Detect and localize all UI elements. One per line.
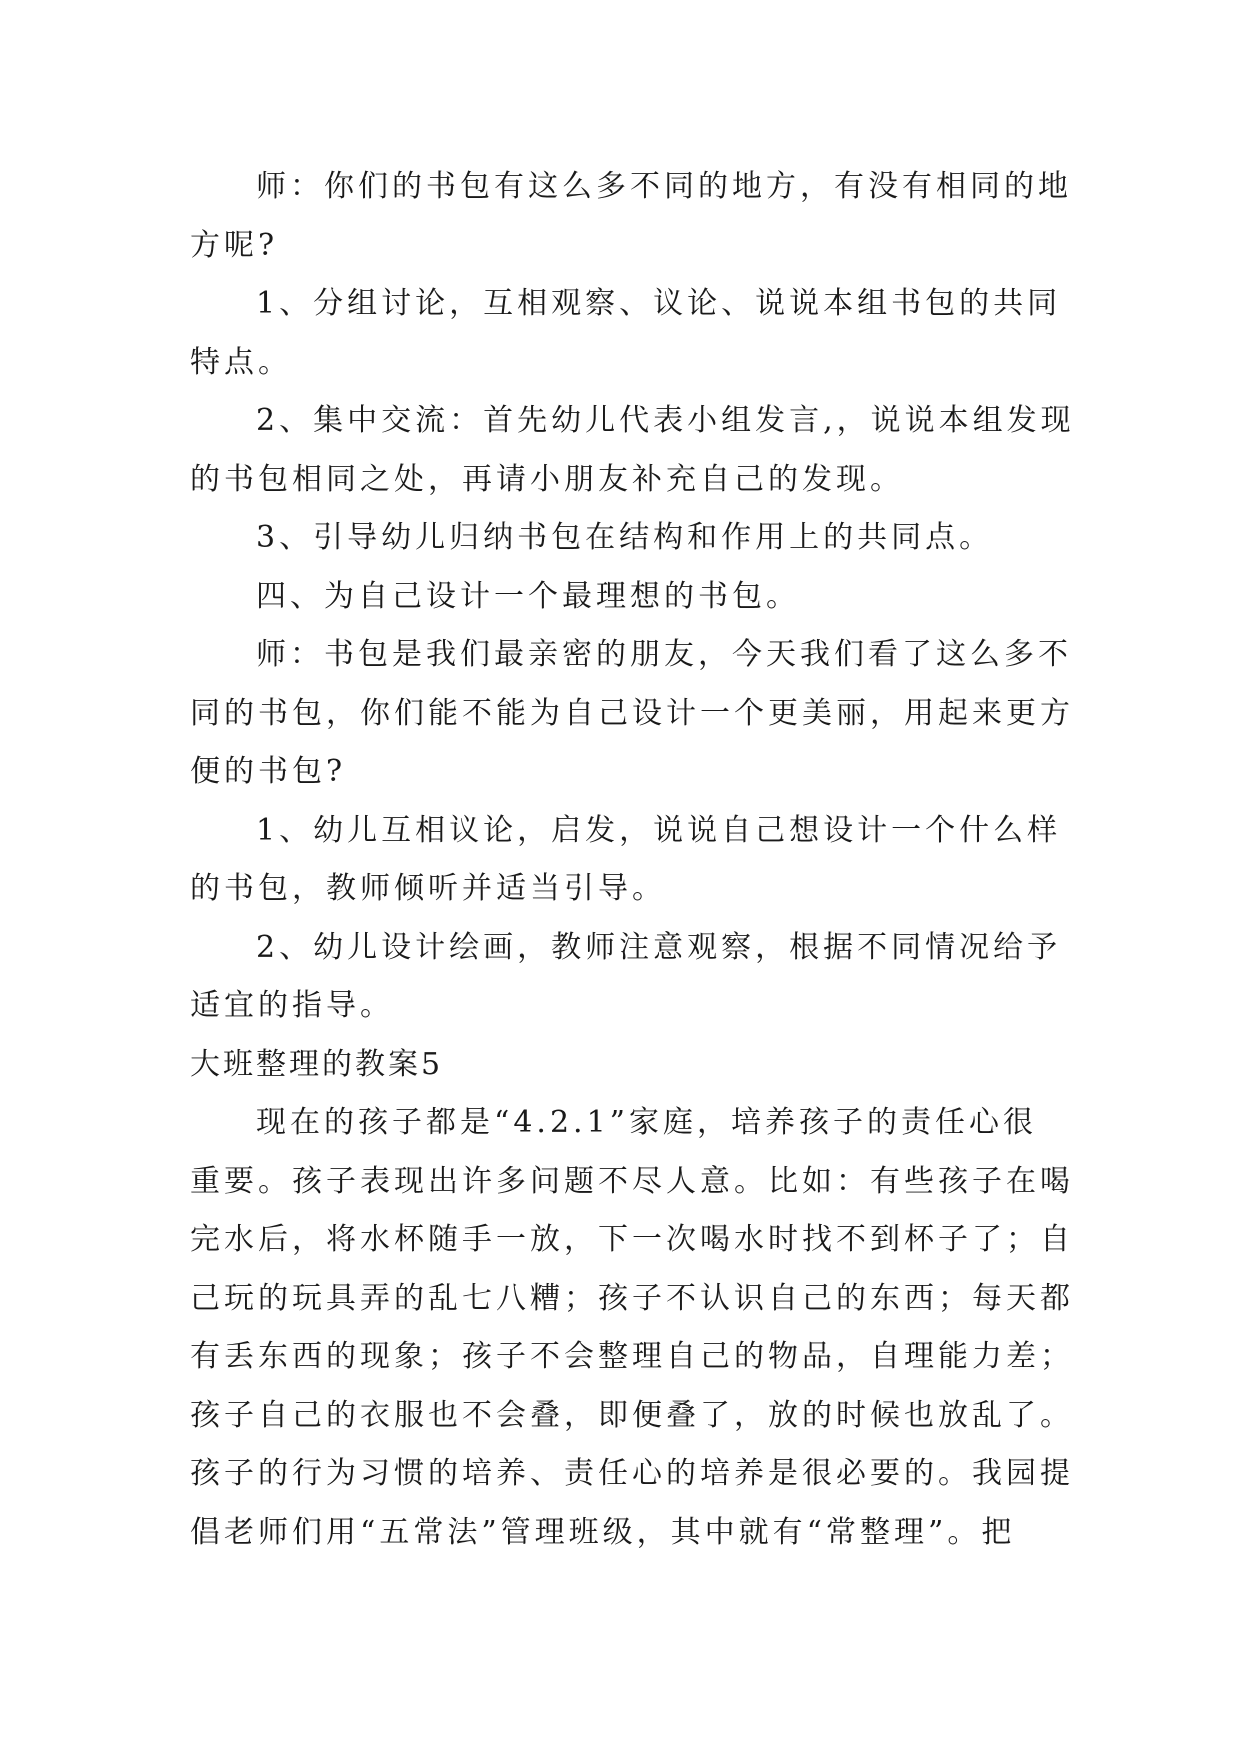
paragraph-line: 适宜的指导。 — [190, 988, 394, 1023]
paragraph-line: 有丢东西的现象；孩子不会整理自己的物品，自理能力差； — [190, 1339, 1074, 1374]
paragraph-line: 同的书包，你们能不能为自己设计一个更美丽，用起来更方 — [190, 695, 1074, 731]
paragraph-line: 师：你们的书包有这么多不同的地方，有没有相同的地 — [256, 169, 1072, 204]
paragraph-line: 的书包，教师倾听并适当引导。 — [190, 871, 666, 906]
paragraph-line: 方呢? — [190, 227, 279, 263]
paragraph-line: 孩子的行为习惯的培养、责任心的培养是很必要的。我园提 — [190, 1456, 1074, 1491]
paragraph-line: 完水后，将水杯随手一放，下一次喝水时找不到杯子了；自 — [190, 1222, 1074, 1257]
paragraph-line: 现在的孩子都是“4.2.1”家庭，培养孩子的责任心很 — [256, 1105, 1038, 1140]
paragraph-line: 孩子自己的衣服也不会叠，即便叠了，放的时候也放乱了。 — [190, 1397, 1074, 1433]
paragraph-line: 倡老师们用“五常法”管理班级，其中就有“常整理”。把 — [190, 1514, 1016, 1550]
paragraph-line: 四、为自己设计一个最理想的书包。 — [256, 578, 800, 614]
paragraph-line: 便的书包? — [190, 754, 347, 789]
paragraph-line: 师：书包是我们最亲密的朋友，今天我们看了这么多不 — [256, 637, 1072, 672]
paragraph-line: 3、引导幼儿归纳书包在结构和作用上的共同点。 — [256, 520, 994, 555]
paragraph-line: 的书包相同之处，再请小朋友补充自己的发现。 — [190, 461, 904, 497]
paragraph-line: 己玩的玩具弄的乱七八糟；孩子不认识自己的东西；每天都 — [190, 1280, 1074, 1316]
paragraph-line: 1、分组讨论，互相观察、议论、说说本组书包的共同 — [256, 286, 1062, 321]
paragraph-line: 1、幼儿互相议论，启发，说说自己想设计一个什么样 — [256, 812, 1062, 848]
section-heading: 大班整理的教案5 — [190, 1046, 444, 1082]
paragraph-line: 重要。孩子表现出许多问题不尽人意。比如：有些孩子在喝 — [190, 1163, 1074, 1199]
paragraph-line: 特点。 — [190, 344, 292, 380]
document-body — [190, 158, 1075, 1562]
paragraph-line: 2、幼儿设计绘画，教师注意观察，根据不同情况给予 — [256, 929, 1062, 965]
paragraph-line: 2、集中交流：首先幼儿代表小组发言,，说说本组发现 — [256, 403, 1075, 438]
